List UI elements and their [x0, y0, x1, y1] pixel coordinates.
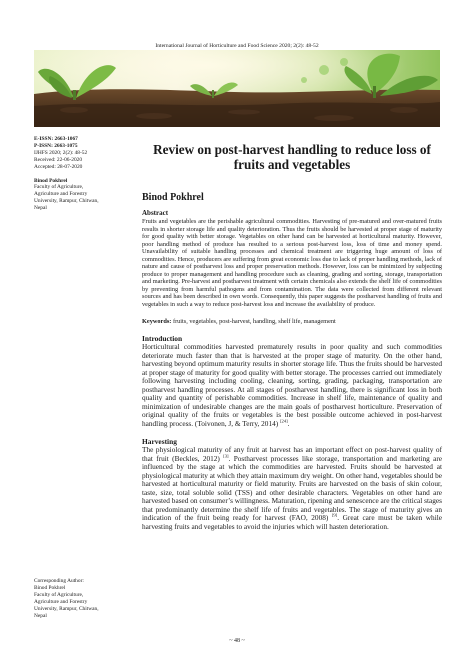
- keywords: [142, 318, 442, 326]
- seedling-soil-illustration: [34, 50, 440, 127]
- introduction-text: [142, 343, 442, 428]
- affiliation-line: Nepal: [34, 205, 47, 212]
- accepted-date: Accepted: 28-07-2020: [34, 163, 83, 170]
- issn-block: [34, 136, 130, 150]
- article-body: [142, 130, 442, 531]
- harvesting-text: [142, 446, 442, 531]
- received-date: Received: 22-06-2020: [34, 156, 83, 163]
- article-title: Review on post-harvest handling to reduce loss of fruits and vegetables: [153, 142, 431, 172]
- journal-header: International Journal of Horticulture and Food Science 2020; 2(2): 48-52: [155, 43, 319, 49]
- dates-block: [34, 150, 130, 171]
- abstract-text: Fruits and vegetables are the perishable agricultural commodities. Harvesting of pre-matured and over-matured fruits results in shorter storage life and quality deterioration. Thus the fruits should be harvested at proper stage of maturity for good quality with better storage. Vegetables on other hand can be harvested at horticultural maturity. However, poor handling method of produce has resulted to a serious post-harvest loss, loss of time and money spend. Unavailability of suitable handling processes and chemical treatment are triggering huge amount of loss of commodities. Hence, producers are suffering from great economic loss due to lack of proper handling methods, lack of nature and cause of postharvest loss and proper preservation methods. However, loss can be minimized by subjecting produce to proper management and handling procedure such as cleaning, grading and sorting, storage, transportation and marketing. Pre-harvest and postharvest treatment with certain chemicals also extends the shelf life of commodities by preventing from harmful pathogens and from contamination. The data were collected from different relevant sources and has been described in own words. Consequently, this paper suggests the postharvest handling of fruits and vegetables in such a way to reduce post-harvest loss and increase the availability of produce.: [142, 218, 442, 309]
- corresponding-label: Corresponding Author:: [34, 578, 84, 584]
- affiliation-line: Agriculture and Forestry: [34, 191, 88, 198]
- introduction-paragraph: Horticultural commodities harvested prematurely results in poor quality and such commodities deteriorate much faster than that is harvested at the proper stage of maturity. On the other hand, harvesting beyond optimum maturity results in shorter storage life. Thus the fruits should be harvested at proper stage of maturity for good quality with better storage. The processes carried out immediately following harvesting including cooling, cleaning, sorting, grading, packaging, transportation are postharvest handling processes. At all stages of postharvest handling, there is significant loss in both quality and quantity of perishable commodities. Increase in shelf life, maintenance of quality and minimization of undesirable changes are the main goals of postharvest horticulture. Preservation of original quality of the fruits or vegetables is the best possible outcome achieved in post-harvest handling process. (Toivonen, J, & Terry, 2014): [142, 342, 442, 428]
- header-banner-image: [34, 50, 440, 127]
- article-author: Binod Pokhrel: [142, 192, 204, 203]
- corresponding-name: Binod Pokhrel: [34, 584, 66, 591]
- harvesting-paragraph-part: . Postharvest processes like storage, transportation and marketing are influenced by the stage at which the commodities are harvested. Fruits should be harvested at physiological maturity at which they attain maximum dry weight. On other hand, vegetables should be harvested at horticultural maturity or field maturity. Fruits are harvested on the basis of skin colour, taste, size, total soluble solid (TSS) and other desirable characters. Vegetables on other hand are harvested based on consumer’s willingness. Maturation, ripening and senescence are the critical stages that predominantly determine the shelf life of fruits and vegetables. The stage of maturity gives an indication of the fruit being ready for harvest (FAO, 2008): [142, 453, 442, 523]
- ijhfs-citation: IJHFS 2020; 2(2): 48-52: [34, 149, 88, 156]
- citation-ref: [3]: [223, 453, 229, 459]
- introduction-heading: Introduction: [142, 334, 183, 344]
- page-number: ~ 48 ~: [229, 638, 245, 644]
- sidebar-author-name: Binod Pokhrel: [34, 177, 68, 184]
- e-issn: E-ISSN: 2663-1067: [34, 136, 78, 142]
- affiliation-line: University, Rampur, Chitwan,: [34, 198, 99, 205]
- sentence-end: .: [287, 418, 290, 428]
- harvesting-paragraph-part: . Great care must be taken while harvesting fruits and vegetables to avoid the injuries which will hasten deterioration.: [142, 513, 443, 531]
- corresponding-affiliation-line: Faculty of Agriculture,: [34, 591, 84, 598]
- p-issn: P-ISSN: 2663-1075: [34, 142, 78, 149]
- citation-ref: [24]: [280, 418, 288, 424]
- citation-ref: [9]: [331, 512, 338, 518]
- harvesting-paragraph-part: The physiological maturity of any fruit at harvest has an important effect on post-harvest quality of that fruit (Beckles, 2012): [142, 445, 442, 463]
- corresponding-author: [34, 578, 130, 619]
- author-affiliation: [34, 178, 130, 213]
- abstract-heading: Abstract: [142, 209, 169, 217]
- affiliation-line: Faculty of Agriculture,: [34, 184, 84, 191]
- corresponding-affiliation-line: University, Rampur, Chitwan,: [34, 605, 99, 612]
- keywords-list: fruits, vegetables, post-harvest, handling, shelf life, management: [172, 317, 336, 325]
- harvesting-heading: Harvesting: [142, 437, 177, 447]
- corresponding-affiliation-line: Nepal: [34, 612, 47, 619]
- keywords-label: Keywords:: [142, 317, 172, 325]
- sidebar: [34, 136, 130, 212]
- corresponding-affiliation-line: Agriculture and Forestry: [34, 598, 88, 605]
